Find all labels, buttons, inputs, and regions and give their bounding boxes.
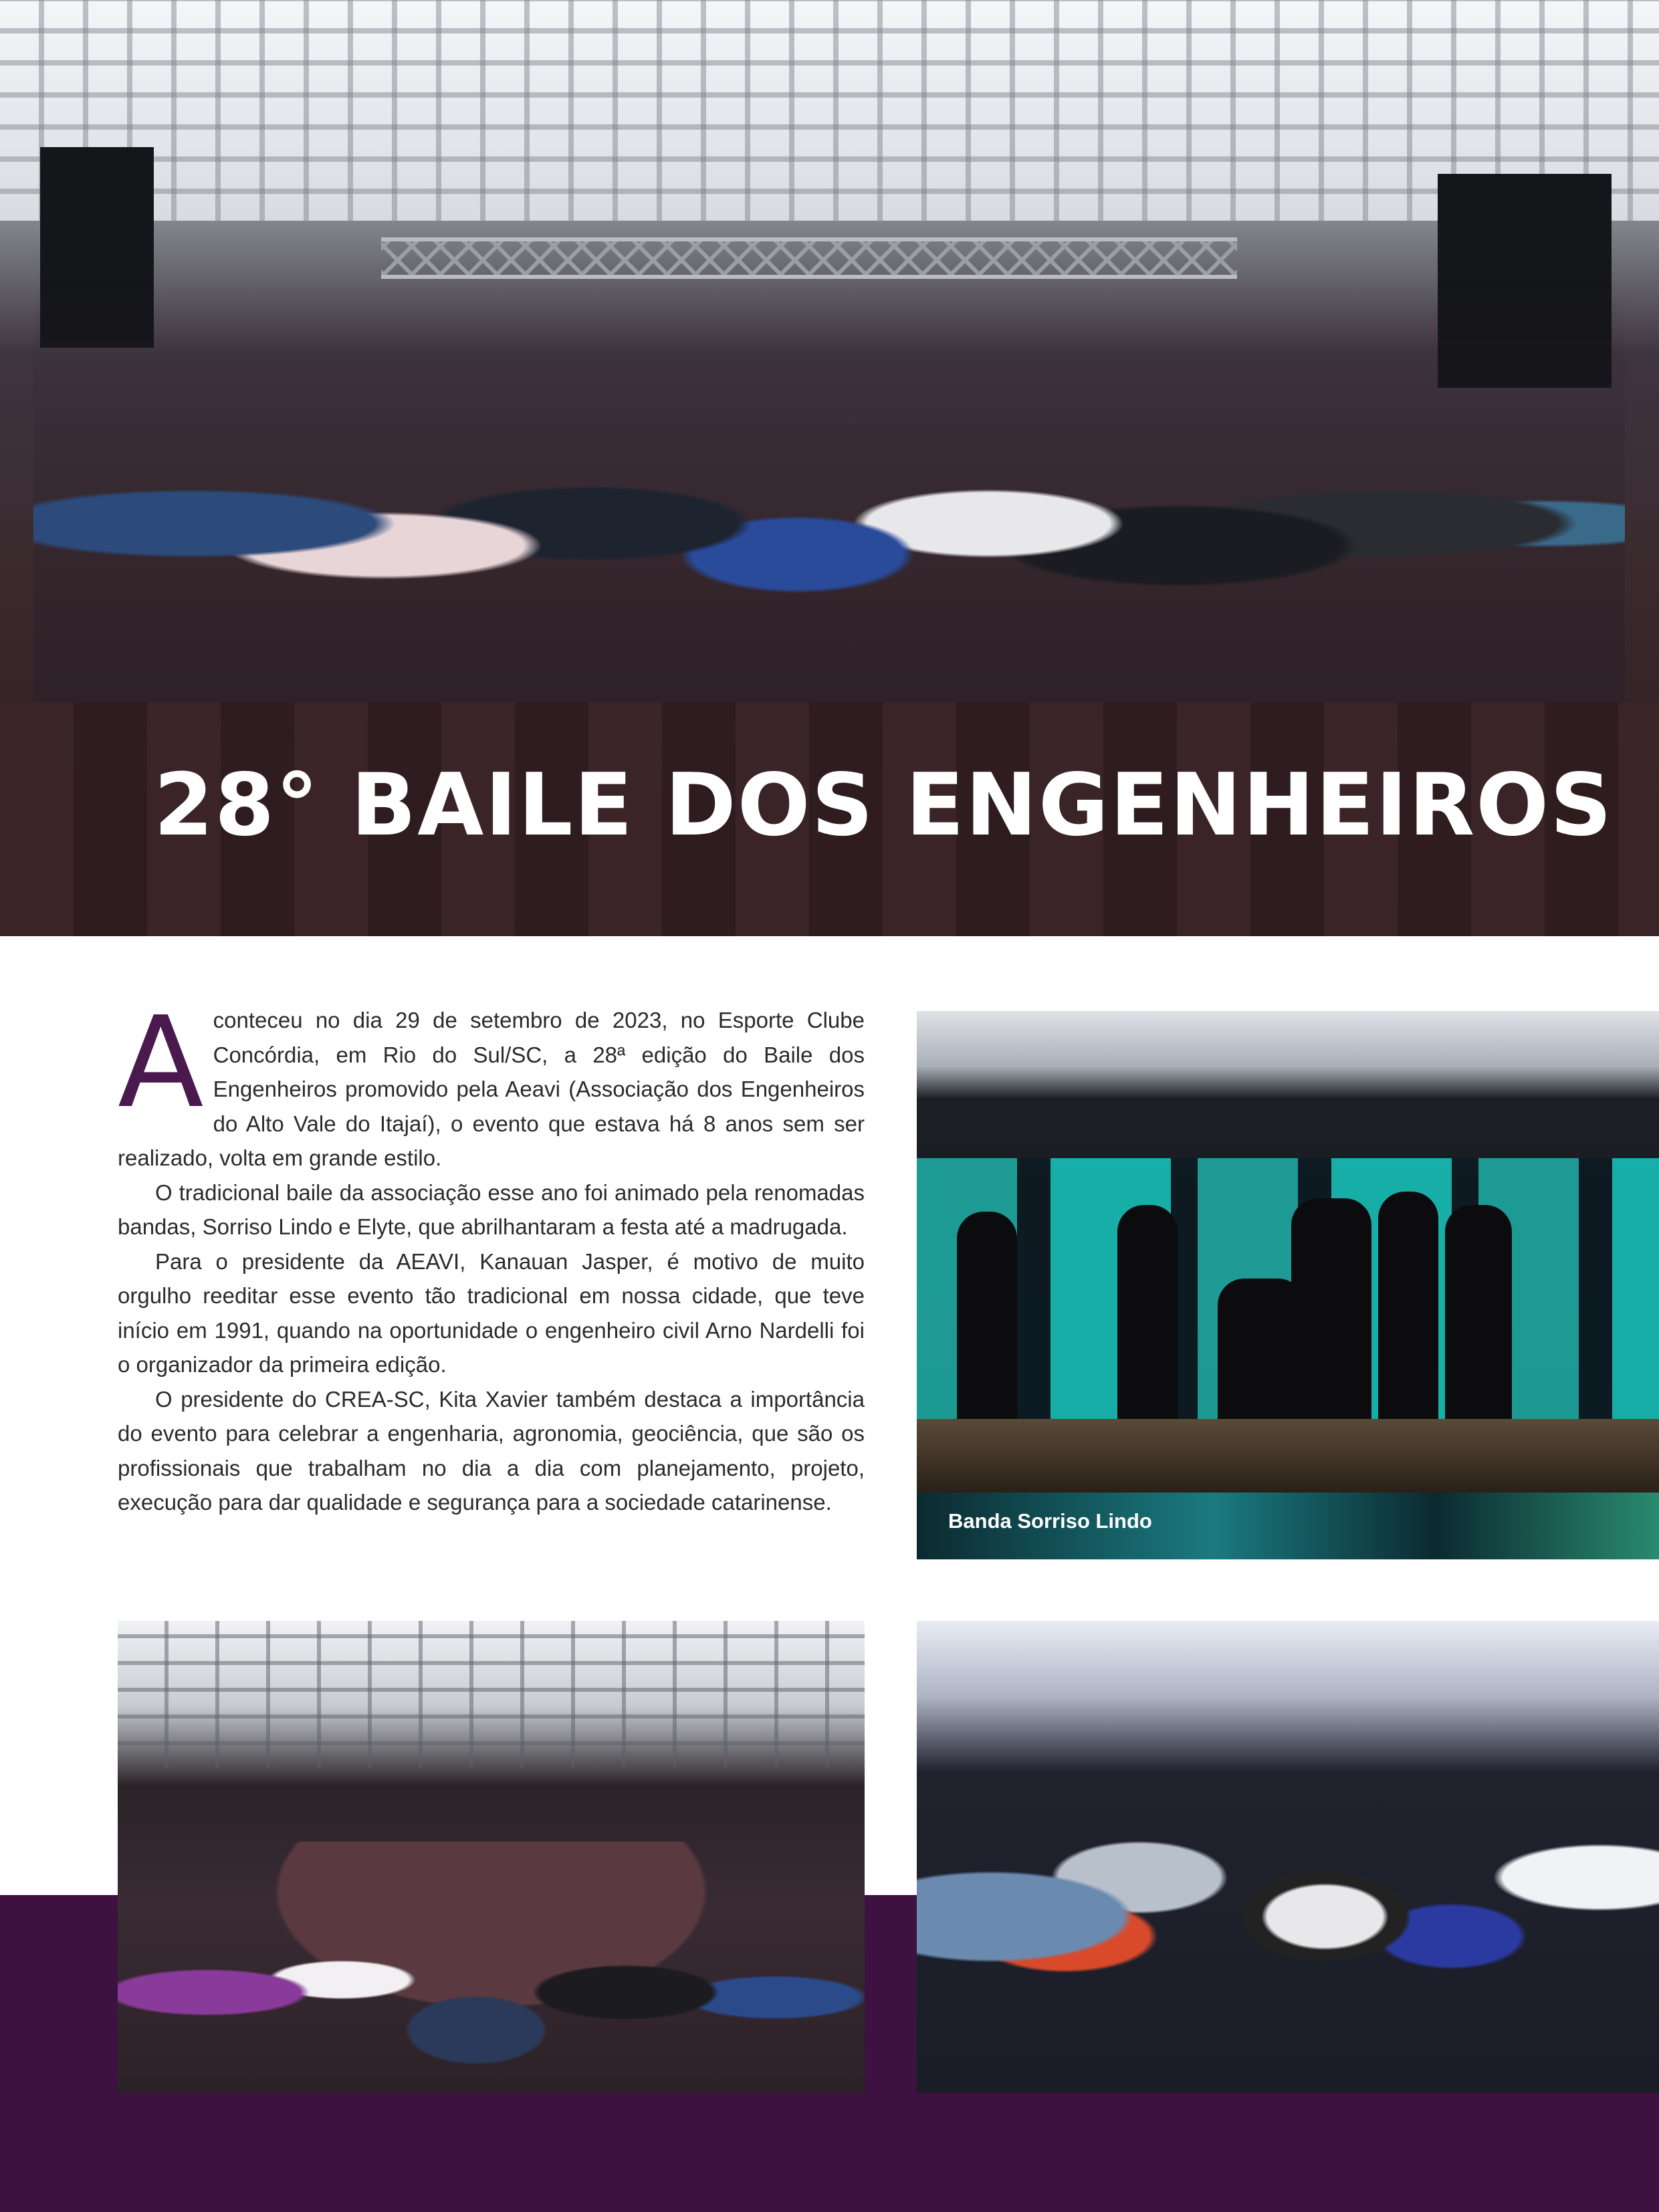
paragraph-1 (118, 990, 865, 1176)
band-photo (917, 1011, 1659, 1559)
stage (917, 1419, 1659, 1492)
group-of-engineers (33, 281, 1625, 722)
accordion-player (1291, 1198, 1371, 1432)
dining-hall-photo (118, 1621, 865, 2093)
second-guitarist (1378, 1192, 1438, 1432)
article-body (118, 990, 865, 1520)
stage-truss (381, 237, 1237, 279)
hall-ceiling (118, 1621, 865, 1768)
dancing-couples (917, 1701, 1659, 2093)
paragraph-3: Para o presidente da AEAVI, Kanauan Jasper, é motivo de muito orgulho reeditar esse evento tão tradicional em nossa cidade, que teve início em 1991, quando na oportunidade o engenheiro civil Arno Nardelli foi o organizador da primeira edição. (118, 1248, 865, 1377)
ceiling (0, 0, 1659, 221)
band-caption: Banda Sorriso Lindo (948, 1509, 1152, 1533)
paragraph-4: O presidente do CREA-SC, Kita Xavier também destaca a importância do evento para celebrar a engenharia, agronomia, geociência, que são os profissionais que trabalham no dia a dia com planejamento, projeto, execução para dar qualidade e segurança para a sociedade catarinense. (118, 1386, 865, 1515)
guitarist (957, 1212, 1017, 1432)
dancing-photo (917, 1621, 1659, 2093)
page-title: 28° BAILE DOS ENGENHEIROS (154, 756, 1614, 855)
paragraph-1-text: conteceu no dia 29 de setembro de 2023, no Esporte Clube Concórdia, em Rio do Sul/SC, a 28ª edição do Baile dos Engenheiros promovido pela Aeavi (Associação dos Engenheiros do Alto Vale do Itajaí), o evento que estava há 8 anos sem ser realizado, volta em grande estilo. (118, 1008, 865, 1170)
hero-photo (0, 0, 1659, 936)
drop-cap: A (118, 990, 204, 1136)
singer (1117, 1205, 1178, 1432)
paragraph-2: O tradicional baile da associação esse ano foi animado pela renomadas bandas, Sorriso Lindo e Elyte, que abrilhantaram a festa até a madrugada. (118, 1180, 865, 1239)
seated-guests (118, 1842, 865, 2093)
bassist (1445, 1205, 1512, 1432)
